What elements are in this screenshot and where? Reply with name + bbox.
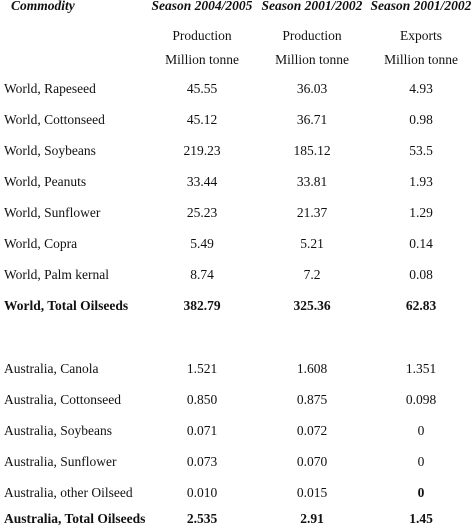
row-value-col3: 1.351: [405, 361, 437, 376]
row-value-col2: 7.2: [303, 267, 321, 282]
subheader-col1-type: Production: [172, 28, 232, 43]
row-label: World, Cottonseed: [4, 112, 105, 127]
header-season-col3: Season 2001/2002: [370, 0, 472, 13]
subheader-col3-type: Exports: [400, 28, 442, 43]
row-value-col1: 0.073: [186, 454, 218, 469]
row-value-col3: 0: [417, 423, 425, 438]
header-season-col2: Season 2001/2002: [261, 0, 363, 13]
header-commodity: Commodity: [11, 0, 75, 13]
row-value-col2: 0.070: [296, 454, 328, 469]
subheader-col2-type: Production: [282, 28, 342, 43]
row-value-col1: 25.23: [186, 205, 218, 220]
total-value-col2: 2.91: [300, 511, 324, 526]
row-value-col3: 1.93: [409, 174, 433, 189]
total-value-col1: 382.79: [183, 298, 221, 313]
row-label: World, Peanuts: [4, 174, 87, 189]
subheader-col3-unit: Million tonne: [384, 52, 458, 67]
header-season-col1: Season 2004/2005: [151, 0, 253, 13]
subheader-col2-unit: Million tonne: [275, 52, 349, 67]
total-value-col3: 1.45: [409, 511, 433, 526]
row-label: Australia, Canola: [4, 361, 99, 376]
row-value-col1: 1.521: [186, 361, 218, 376]
row-value-col1: 8.74: [190, 267, 214, 282]
row-value-col3: 0.08: [409, 267, 433, 282]
row-value-col1: 5.49: [190, 236, 214, 251]
row-label: Australia, Soybeans: [4, 423, 112, 438]
row-label: Australia, Cottonseed: [4, 392, 121, 407]
row-value-col2: 0.015: [296, 485, 328, 500]
row-value-col3: 0: [417, 454, 425, 469]
row-value-col2: 0.072: [296, 423, 328, 438]
row-value-col2: 33.81: [296, 174, 328, 189]
row-label: World, Copra: [4, 236, 78, 251]
row-value-col2: 21.37: [296, 205, 328, 220]
row-value-col1: 219.23: [183, 143, 221, 158]
row-value-col3: 0: [417, 485, 425, 500]
row-value-col1: 0.010: [186, 485, 218, 500]
row-value-col2: 0.875: [296, 392, 328, 407]
row-value-col3: 0.098: [405, 392, 437, 407]
row-label: Australia, Sunflower: [4, 454, 117, 469]
row-value-col2: 36.03: [296, 81, 328, 96]
total-value-col3: 62.83: [405, 298, 437, 313]
total-label: World, Total Oilseeds: [4, 298, 129, 313]
row-value-col1: 0.071: [186, 423, 218, 438]
row-label: World, Sunflower: [4, 205, 101, 220]
total-label: Australia, Total Oilseeds: [4, 511, 146, 526]
row-label: World, Soybeans: [4, 143, 96, 158]
row-value-col1: 33.44: [186, 174, 218, 189]
row-label: World, Rapeseed: [4, 81, 96, 96]
row-value-col3: 1.29: [409, 205, 433, 220]
row-value-col3: 53.5: [409, 143, 433, 158]
row-label: Australia, other Oilseed: [4, 485, 133, 500]
total-value-col2: 325.36: [293, 298, 331, 313]
row-value-col1: 45.55: [186, 81, 218, 96]
row-value-col2: 1.608: [296, 361, 328, 376]
row-value-col3: 0.98: [409, 112, 433, 127]
row-value-col1: 45.12: [186, 112, 218, 127]
row-value-col2: 185.12: [293, 143, 331, 158]
row-value-col2: 36.71: [296, 112, 328, 127]
subheader-col1-unit: Million tonne: [165, 52, 239, 67]
row-value-col3: 4.93: [409, 81, 433, 96]
row-value-col1: 0.850: [186, 392, 218, 407]
row-label: World, Palm kernal: [4, 267, 110, 282]
total-value-col1: 2.535: [186, 511, 218, 526]
row-value-col2: 5.21: [300, 236, 324, 251]
row-value-col3: 0.14: [409, 236, 433, 251]
